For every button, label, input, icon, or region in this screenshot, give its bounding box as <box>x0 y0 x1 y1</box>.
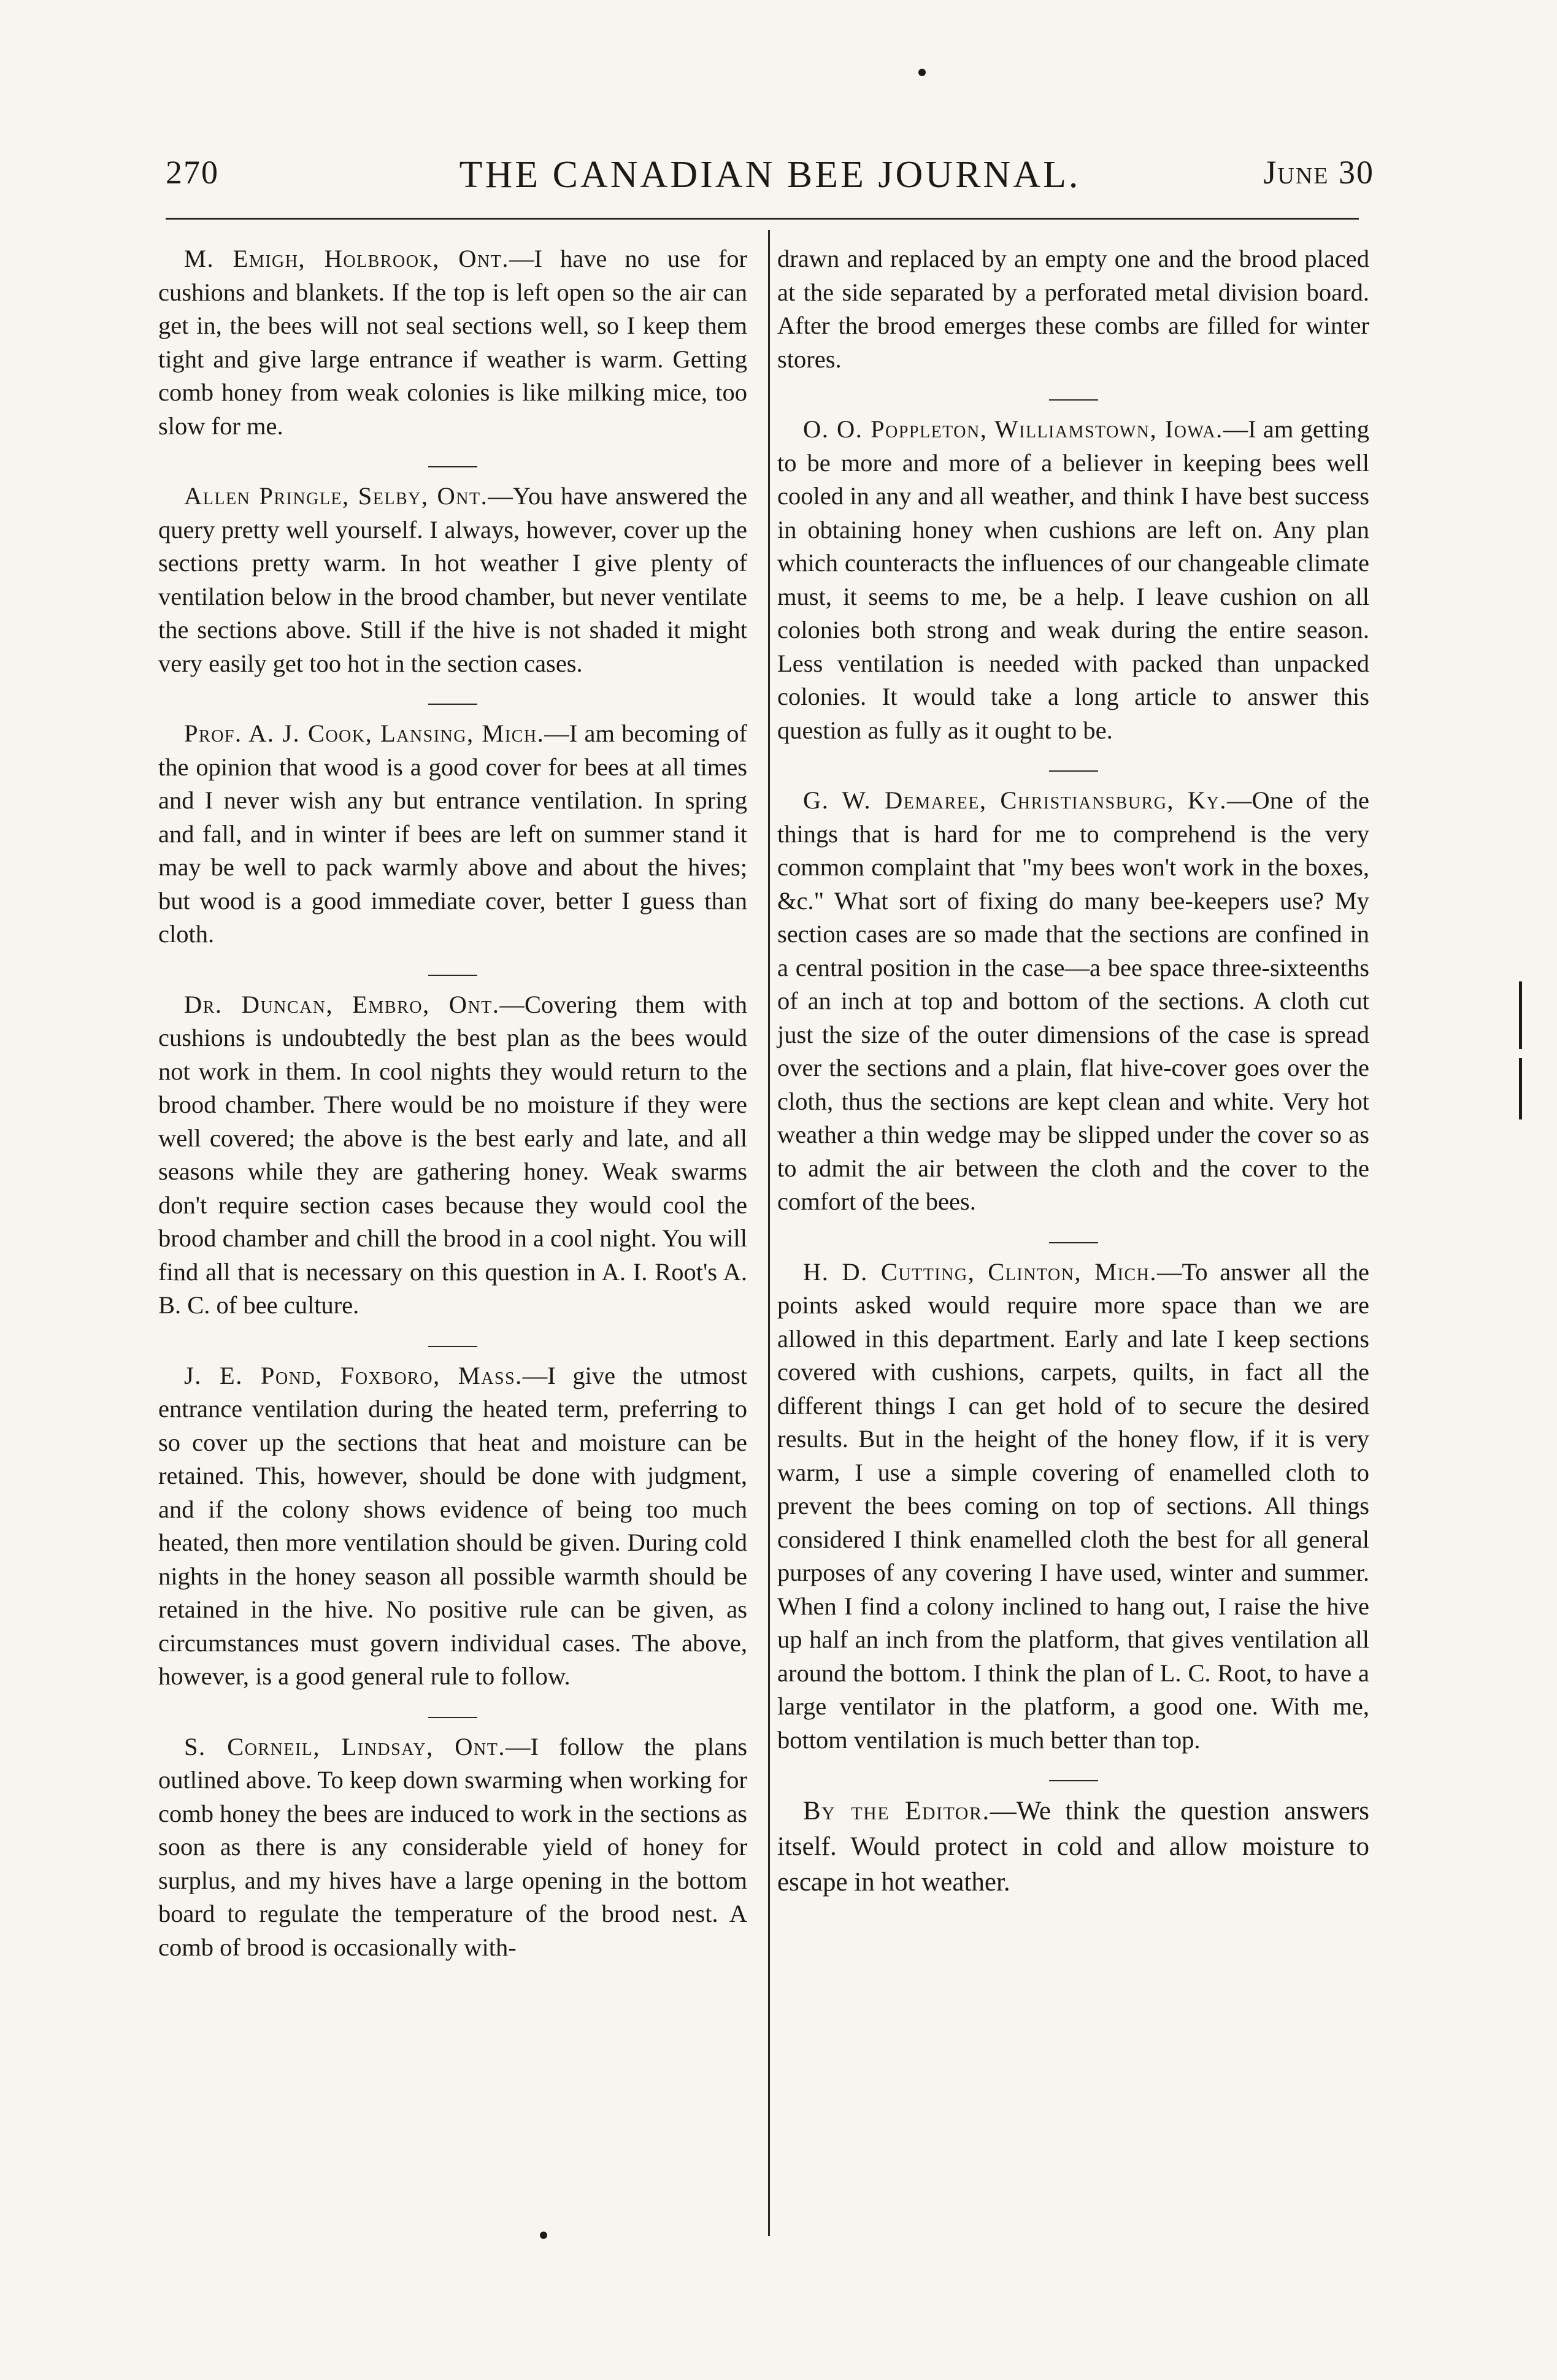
reply-entry <box>158 480 747 680</box>
reply-author: J. E. Pond, Foxboro, Mass. <box>184 1361 523 1389</box>
header-rule <box>166 218 1359 220</box>
reply-text: drawn and replaced by an empty one and the brood placed at the side separated by a perforated metal division board. After the brood emerges these combs are filled for winter stores. <box>777 245 1369 373</box>
reply-text: —I follow the plans outlined above. To keep down swarming when working for comb honey the bees are induced to work in the sections as soon as there is any considerable yield of honey for surplus, and my hives have a large opening in the bottom board to regulate the temperature of the brood nest. A comb of brood is occasionally with- <box>158 1732 747 1961</box>
reply-entry <box>777 413 1369 747</box>
reply-text: —Covering them with cushions is undoubtedly the best plan as the bees would not work in them. In cool nights they would return to the brood chamber. There would be no moisture if they were well covered; the above is the best early and late, and all seasons while they are gathering honey. Weak swarms don't require section cases because they would cool the brood chamber and chill the brood in a cool night. You will find all that is necessary on this question in A. I. Root's A. B. C. of bee culture. <box>158 990 748 1319</box>
reply-author: S. Corneil, Lindsay, Ont. <box>184 1732 506 1760</box>
reply-text: —One of the things that is hard for me to comprehend is the very common complaint that "my bees won't work in the boxes, &c." What sort of fixing do many bee-keepers use? My section cases are so made that the sections are confined in a central position in the case—a bee space three-sixteenths of an inch at top and bottom of the sections. A cloth cut just the size of the outer dimensions of the case is spread over the sections and a plain, flat hive-cover goes over the cloth, thus the sections are kept clean and white. Very hot weather a thin wedge may be slipped under the cover so as to admit the air between the cloth and the cover to the comfort of the bees. <box>777 786 1369 1215</box>
reply-entry <box>158 717 747 951</box>
entry-separator <box>428 1717 477 1718</box>
editor-text: —We think the question answers itself. Would protect in cold and allow moisture to escape in hot weather. <box>777 1797 1369 1897</box>
reply-text: —I am becoming of the opinion that wood is a good cover for bees at all times and I never wish any but entrance ventilation. In spring and fall, and in winter if bees are left on summer stand it may be well to pack warmly above and about the hives; but wood is a good immediate cover, better I guess than cloth. <box>158 720 747 948</box>
entry-separator <box>428 704 477 705</box>
entry-separator <box>428 466 477 467</box>
margin-mark <box>1519 981 1522 1049</box>
reply-text: —I have no use for cushions and blankets. If the top is left open so the air can get in, the bees will not seal sections well, so I keep them tight and give large entrance if weather is warm. Getting comb honey from weak colonies is like milking mice, too slow for me. <box>158 245 747 440</box>
reply-author: M. Emigh, Holbrook, Ont. <box>184 245 509 272</box>
entry-separator <box>1049 770 1098 772</box>
reply-entry <box>158 1730 747 1965</box>
reply-author: G. W. Demaree, Christiansburg, Ky. <box>803 786 1228 814</box>
reply-text: —I give the utmost entrance ventilation during the heated term, preferring to so cover up the sections that heat and moisture can be retained. This, however, should be done with judgment, and if the colony shows evidence of being too much heated, then more ventilation should be given. During cold nights in the honey season all possible warmth should be retained in the hive. No positive rule can be given, as circumstances must govern individual cases. The above, however, is a good general rule to follow. <box>158 1361 747 1690</box>
entry-separator <box>1049 1780 1098 1781</box>
reply-author: Prof. A. J. Cook, Lansing, Mich. <box>184 720 545 747</box>
entry-separator <box>428 1346 477 1347</box>
editor-note <box>777 1794 1369 1900</box>
entry-separator <box>1049 399 1098 401</box>
reply-author: Dr. Duncan, Embro, Ont. <box>184 990 500 1018</box>
margin-mark <box>1519 1058 1522 1119</box>
page-number: 270 <box>166 154 219 191</box>
print-speck <box>918 69 926 76</box>
entry-separator <box>428 975 477 976</box>
reply-author: Allen Pringle, Selby, Ont. <box>184 482 488 510</box>
print-speck <box>540 2232 547 2239</box>
page-header <box>166 153 1374 202</box>
reply-continuation <box>777 242 1369 376</box>
reply-entry <box>777 1256 1369 1757</box>
right-column <box>777 242 1369 1924</box>
reply-entry <box>158 1359 747 1694</box>
reply-entry <box>158 242 747 443</box>
journal-title: THE CANADIAN BEE JOURNAL. <box>459 154 1081 196</box>
reply-author: H. D. Cutting, Clinton, Mich. <box>803 1257 1157 1286</box>
issue-date: June 30 <box>1263 154 1374 191</box>
entry-separator <box>1049 1242 1098 1243</box>
reply-author: O. O. Poppleton, Williamstown, Iowa. <box>803 415 1223 443</box>
reply-text: —To answer all the points asked would require more space than we are allowed in this department. Early and late I keep sections covered with cushions, carpets, quilts, in fact all the different things I can get hold of to secure the desired results. But in the height of the honey flow, if it is very warm, I use a simple covering of enamelled cloth to prevent the bees coming on top of sections. All things considered I think enamelled cloth the best for all general purposes of any covering I have used, winter and summer. When I find a colony inclined to hang out, I raise the hive up half an inch from the platform, that gives ventilation all around the bottom. I think the plan of L. C. Root, to have a large ventilator in the platform, a good one. With me, bottom ventilation is much better than top. <box>777 1257 1369 1754</box>
left-column <box>158 242 747 1987</box>
reply-text: —You have answered the query pretty well yourself. I always, however, cover up the sections pretty warm. In hot weather I give plenty of ventilation below in the brood chamber, but never ventilate the sections above. Still if the hive is not shaded it might very easily get too hot in the section cases. <box>158 482 748 677</box>
editor-label: By the Editor. <box>803 1797 990 1825</box>
reply-entry <box>158 988 747 1322</box>
reply-entry <box>777 784 1369 1219</box>
column-divider <box>768 230 770 2236</box>
reply-text: —I am getting to be more and more of a believer in keeping bees well cooled in any and all weather, and think I have best success in obtaining honey when cushions are left on. Any plan which counteracts the influences of our changeable climate must, it seems to me, be a help. I leave cushion on all colonies both strong and weak during the entire season. Less ventilation is needed with packed than unpacked colonies. It would take a long article to answer this question as fully as it ought to be. <box>777 415 1369 744</box>
